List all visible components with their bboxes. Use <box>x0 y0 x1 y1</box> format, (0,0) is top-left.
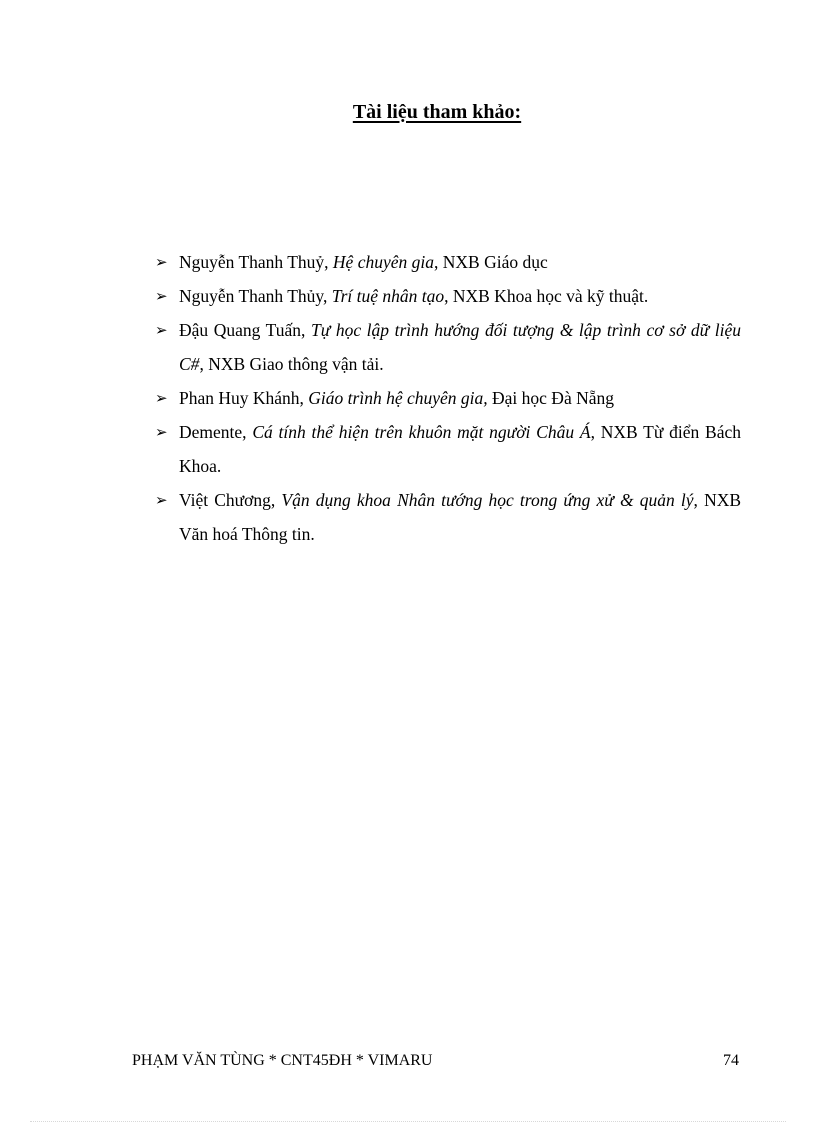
reference-item <box>155 279 741 313</box>
reference-author: Demente, <box>179 422 247 442</box>
reference-title: Tự học lập trình hướng đối tượng & lập trình cơ sở dữ liệu C# <box>179 320 741 374</box>
page-number: 74 <box>723 1052 739 1069</box>
arrow-bullet-icon: ➢ <box>155 321 168 339</box>
reference-item <box>155 313 741 381</box>
reference-publisher: Đại học Đà Nẵng <box>492 388 614 408</box>
footer-author-line: PHẠM VĂN TÙNG * CNT45ĐH * VIMARU <box>132 1052 433 1069</box>
reference-author: Đậu Quang Tuấn, <box>179 320 306 340</box>
reference-item <box>155 381 741 415</box>
arrow-bullet-icon: ➢ <box>155 423 168 441</box>
reference-title: Giáo trình hệ chuyên gia, <box>308 388 488 408</box>
reference-publisher: , NXB Từ điển Bách Khoa. <box>179 422 741 476</box>
reference-item <box>155 415 741 483</box>
reference-author: Phan Huy Khánh, <box>179 388 304 408</box>
reference-author: Việt Chương, <box>179 490 276 510</box>
reference-item <box>155 245 741 279</box>
reference-publisher: , NXB Văn hoá Thông tin. <box>179 490 742 544</box>
reference-title: Trí tuệ nhân tạo <box>331 286 445 306</box>
arrow-bullet-icon: ➢ <box>155 253 168 271</box>
page-title: Tài liệu tham khảo: <box>352 101 522 123</box>
reference-publisher: , NXB Khoa học và kỹ thuật. <box>444 286 649 306</box>
page-footer <box>132 1052 739 1070</box>
reference-author: Nguyễn Thanh Thuỷ, <box>179 252 329 272</box>
reference-title: Vận dụng khoa Nhân tướng học trong ứng xử & quản lý <box>281 490 694 510</box>
reference-title: Cá tính thể hiện trên khuôn mặt người Châu Á <box>252 422 591 442</box>
reference-publisher: , NXB Giáo dục <box>434 252 548 272</box>
reference-item <box>155 483 741 551</box>
arrow-bullet-icon: ➢ <box>155 389 168 407</box>
reference-author: Nguyễn Thanh Thủy, <box>179 286 328 306</box>
page-bottom-divider <box>30 1121 786 1122</box>
arrow-bullet-icon: ➢ <box>155 287 168 305</box>
reference-list <box>155 245 741 551</box>
reference-title: Hệ chuyên gia <box>332 252 434 272</box>
reference-publisher: , NXB Giao thông vận tải. <box>199 354 384 374</box>
arrow-bullet-icon: ➢ <box>155 491 168 509</box>
